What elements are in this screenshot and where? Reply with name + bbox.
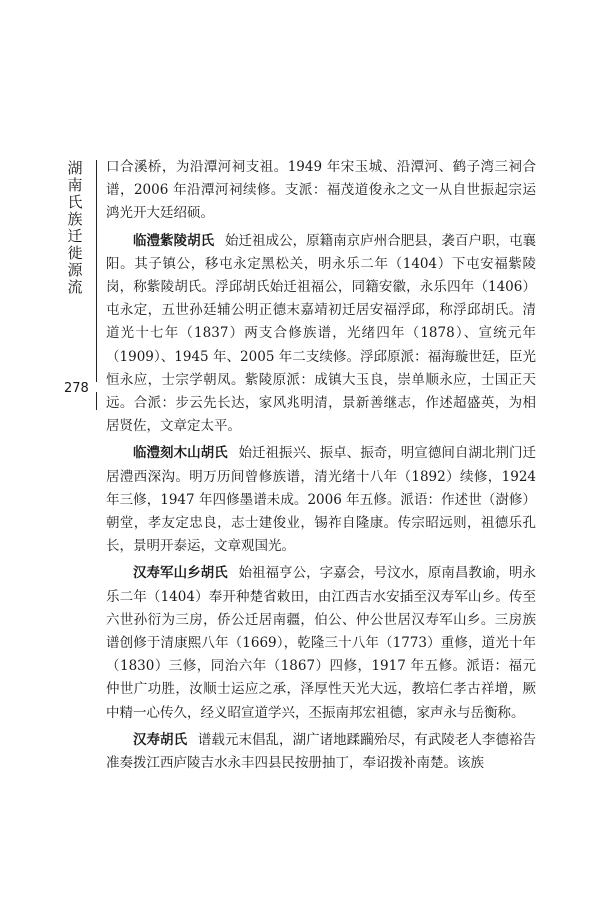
paragraph-entry [106, 230, 536, 439]
margin-rule-upper [96, 160, 97, 382]
paragraph-entry [106, 729, 536, 775]
paragraph-body: 口合溪桥，为沿潭河祠支祖。1949 年宋玉城、沿潭河、鹤子湾三祠合谱，2006 年沿潭河祠续修。支派：福茂道俊永之文一从自世振起宗运鸿光开大廷绍硕。 [106, 159, 536, 222]
margin-rule-lower [96, 392, 97, 410]
paragraph-entry [106, 562, 536, 724]
entry-heading: 临澧紫陵胡氏 [133, 232, 215, 249]
paragraph-body: 始迁祖振兴、振卓、振奇，明宣德间自湖北荆门迁居澧西深沟。明万历间曾修族谱，清光绪十八年（1892）续修，1924 年三修，1947 年四修墨谱未成。2006 年五修。派语：作述世（澍修）朝堂，孝友定忠良，志士建俊业，锡祚自隆康。传宗昭远则，祖德乐孔长，景明开泰运，文章观国光。 [106, 445, 537, 555]
book-title-vertical: 湖南氏族迁徙源流 [67, 159, 83, 296]
page-number: 278 [64, 381, 89, 396]
paragraph-continuation [106, 156, 536, 226]
paragraph-body: 谱载元末倡乱，湖广诸地蹂躏殆尽，有武陵老人李德裕告准奏拨江西庐陵吉水永丰四县民按册抽丁，奉诏拨补南楚。该族 [106, 731, 537, 772]
entry-heading: 汉寿胡氏 [133, 731, 188, 748]
main-text [106, 156, 536, 779]
paragraph-body: 始祖福亨公，字嘉会，号汶水，原南昌教谕，明永乐二年（1404）奉开种楚省敕田，由江西吉水安插至汉寿军山乡。传至六世孙衍为三房，侨公迁居南疆，伯公、仲公世居汉寿军山乡。三房族谱创修于清康熙八年（1669），乾隆三十八年（1773）重修，道光十年（1830）三修，同治六年（1867）四修，1917 年五修。派语：福元仲世广功胜，汝顺士运应之承，泽厚性天光大远，教培仁孝古祥增，厥中精一心传久，经义昭宣道学兴，丕振南邦宏祖德，家声永与岳衡称。 [106, 565, 537, 721]
entry-heading: 临澧刻木山胡氏 [133, 445, 228, 462]
paragraph-body: 始迁祖成公，原籍南京庐州合肥县，袭百户职，屯襄阳。其子镇公，移屯永定黑松关，明永乐二年（1404）下屯安福紫陵岗，称紫陵胡氏。浮邱胡氏始迁祖福公，同籍安徽，永乐四年（1406）屯永定，五世孙廷辅公明正德末嘉靖初迁居安福浮邱，称浮邱胡氏。清道光十七年（1837）两支合修族谱，光绪四年（1878）、宣统元年（1909）、1945 年、2005 年二支续修。浮邱原派：福海璇世廷，臣光恒永应，士宗学朝凤。紫陵原派：成镇大玉良，崇单顺永应，士国正天远。合派：步云先长达，家风兆明清，景新善继志，作述超盛英，为相居贤佐，文章定太平。 [106, 232, 537, 435]
entry-heading: 汉寿军山乡胡氏 [133, 565, 228, 582]
paragraph-entry [106, 442, 536, 558]
